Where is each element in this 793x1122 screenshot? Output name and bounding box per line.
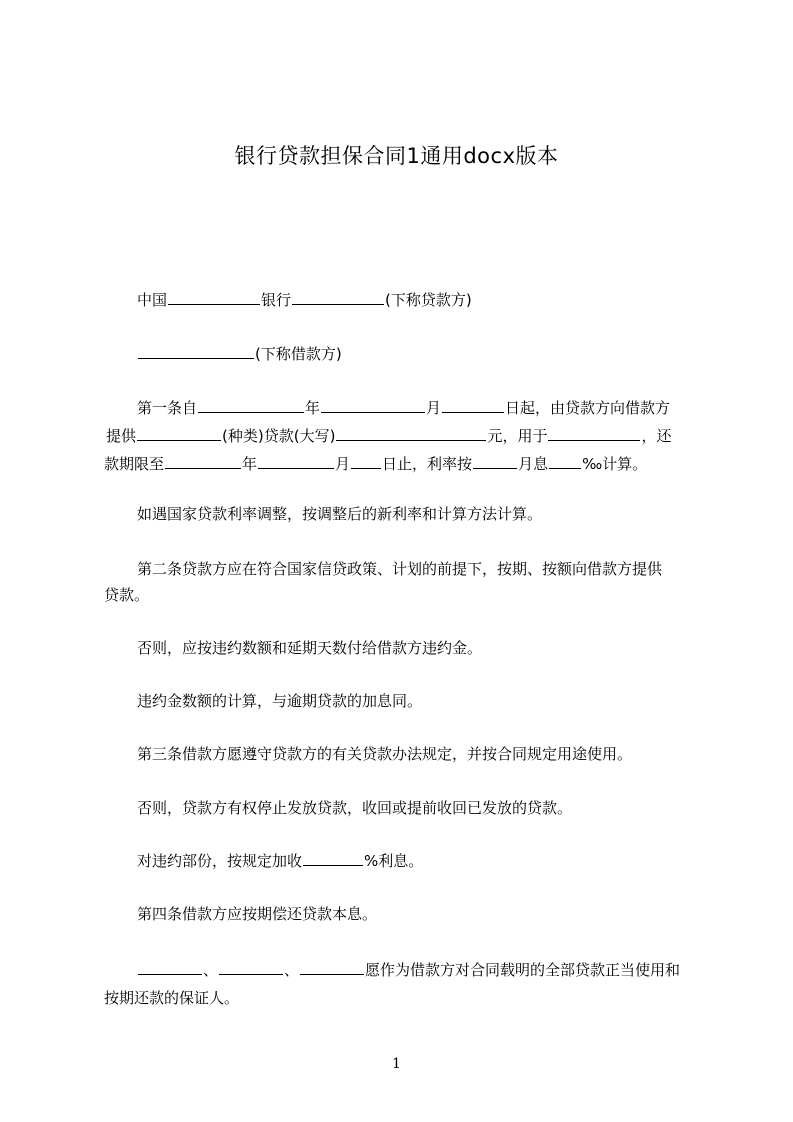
blank-field [303,848,363,866]
blank-field [138,957,202,975]
article4: 第四条借款方应按期偿还贷款本息。 [137,905,378,923]
borrower-line [104,340,704,368]
text-run: 元，用于 [487,427,548,445]
page-number: 1 [392,1056,401,1072]
article2-line1: 第二条贷款方应在符合国家信贷政策、计划的前提下，按期、按额向借款方提供 [137,560,663,578]
text-run: ，还 [641,427,672,445]
paragraph-rate-adjustment: 如遇国家贷款利率调整，按调整后的新利率和计算方法计算。 [137,505,543,523]
separator: 、 [284,961,300,979]
blank-field [549,451,581,469]
blank-field [321,395,425,413]
blank-field [258,451,334,469]
article1-line2 [106,422,706,450]
article3: 第三条借款方愿遵守贷款方的有关贷款办法规定，并按合同规定用途使用。 [137,745,633,763]
text-run: 提供 [106,427,137,445]
separator: 、 [203,961,219,979]
blank-field [138,341,254,359]
guarantor-line1 [137,956,737,984]
lender-note: (下称贷款方) [385,291,472,309]
text-run: 月 [426,399,442,417]
text-run: 第一条自 [137,399,198,417]
paragraph-stop-loan: 否则，贷款方有权停止发放贷款，收回或提前收回已发放的贷款。 [137,799,573,817]
paragraph-penalty: 否则，应按违约数额和延期天数付给借款方违约金。 [137,639,483,657]
blank-field [548,423,640,441]
blank-field [442,395,504,413]
lender-line [104,286,704,314]
text-run: 愿作为借款方对合同载明的全部贷款正当使用和 [365,961,681,979]
text-run: (种类)贷款(大写) [222,427,336,445]
text-run: 款期限至 [104,455,165,473]
blank-field [300,957,364,975]
text-run: 日起，由贷款方向借款方 [505,399,671,417]
blank-field [219,957,283,975]
borrower-note: (下称借款方) [255,345,342,363]
lender-bank: 银行 [261,291,292,309]
article1-line1 [137,394,737,422]
paragraph-penalty-calc: 违约金数额的计算，与逾期贷款的加息同。 [137,692,423,710]
blank-field [165,451,241,469]
text-run: 日止，利率按 [382,455,473,473]
text-run: 月息 [518,455,549,473]
lender-prefix: 中国 [137,291,168,309]
document-title: 银行贷款担保合同1通用docx版本 [234,144,559,168]
text-run: 年 [305,399,321,417]
blank-field [137,423,221,441]
guarantor-line2: 按期还款的保证人。 [104,989,240,1007]
blank-field [473,451,517,469]
article1-line3 [104,450,704,478]
paragraph-extra-interest [104,847,704,875]
blank-field [168,287,260,305]
article2-line2: 贷款。 [104,586,150,604]
text-run: 对违约部份，按规定加收 [137,852,303,870]
blank-field [292,287,384,305]
text-run: ‰计算。 [582,455,648,473]
text-run: 月 [335,455,351,473]
text-run: 年 [242,455,258,473]
blank-field [351,451,381,469]
blank-field [198,395,304,413]
text-run: %利息。 [364,852,424,870]
blank-field [336,423,486,441]
